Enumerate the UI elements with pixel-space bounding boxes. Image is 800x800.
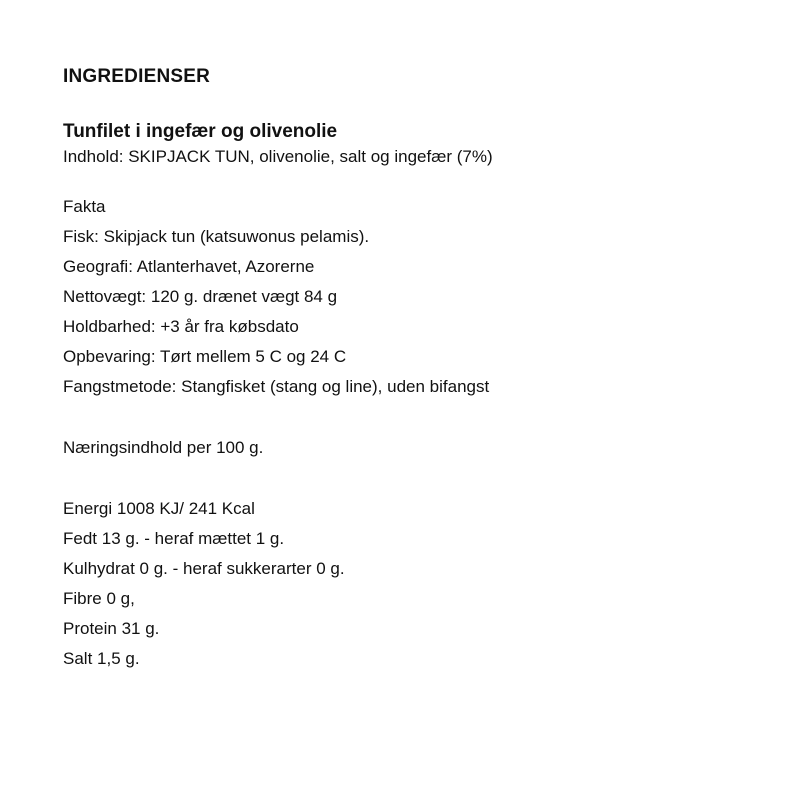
- nutrition-carbohydrate: Kulhydrat 0 g. - heraf sukkerarter 0 g.: [63, 559, 345, 578]
- nutrition-fat: Fedt 13 g. - heraf mættet 1 g.: [63, 529, 285, 548]
- fact-catch-method: Fangstmetode: Stangfisket (stang og line), uden bifangst: [63, 377, 490, 396]
- section-heading: INGREDIENSER: [63, 66, 211, 87]
- nutrition-protein: Protein 31 g.: [63, 619, 160, 638]
- nutrition-title: Næringsindhold per 100 g.: [63, 438, 264, 457]
- nutrition-energy: Energi 1008 KJ/ 241 Kcal: [63, 499, 255, 518]
- product-name: Tunfilet i ingefær og olivenolie: [63, 121, 338, 142]
- facts-title: Fakta: [63, 197, 106, 216]
- fact-shelf-life: Holdbarhed: +3 år fra købsdato: [63, 317, 299, 336]
- nutrition-fibre: Fibre 0 g,: [63, 589, 135, 608]
- fact-storage: Opbevaring: Tørt mellem 5 C og 24 C: [63, 347, 347, 366]
- nutrition-salt: Salt 1,5 g.: [63, 649, 140, 668]
- fact-geography: Geografi: Atlanterhavet, Azorerne: [63, 257, 315, 276]
- fact-fish: Fisk: Skipjack tun (katsuwonus pelamis).: [63, 227, 370, 246]
- fact-net-weight: Nettovægt: 120 g. drænet vægt 84 g: [63, 287, 338, 306]
- product-contents: Indhold: SKIPJACK TUN, olivenolie, salt og ingefær (7%): [63, 147, 493, 166]
